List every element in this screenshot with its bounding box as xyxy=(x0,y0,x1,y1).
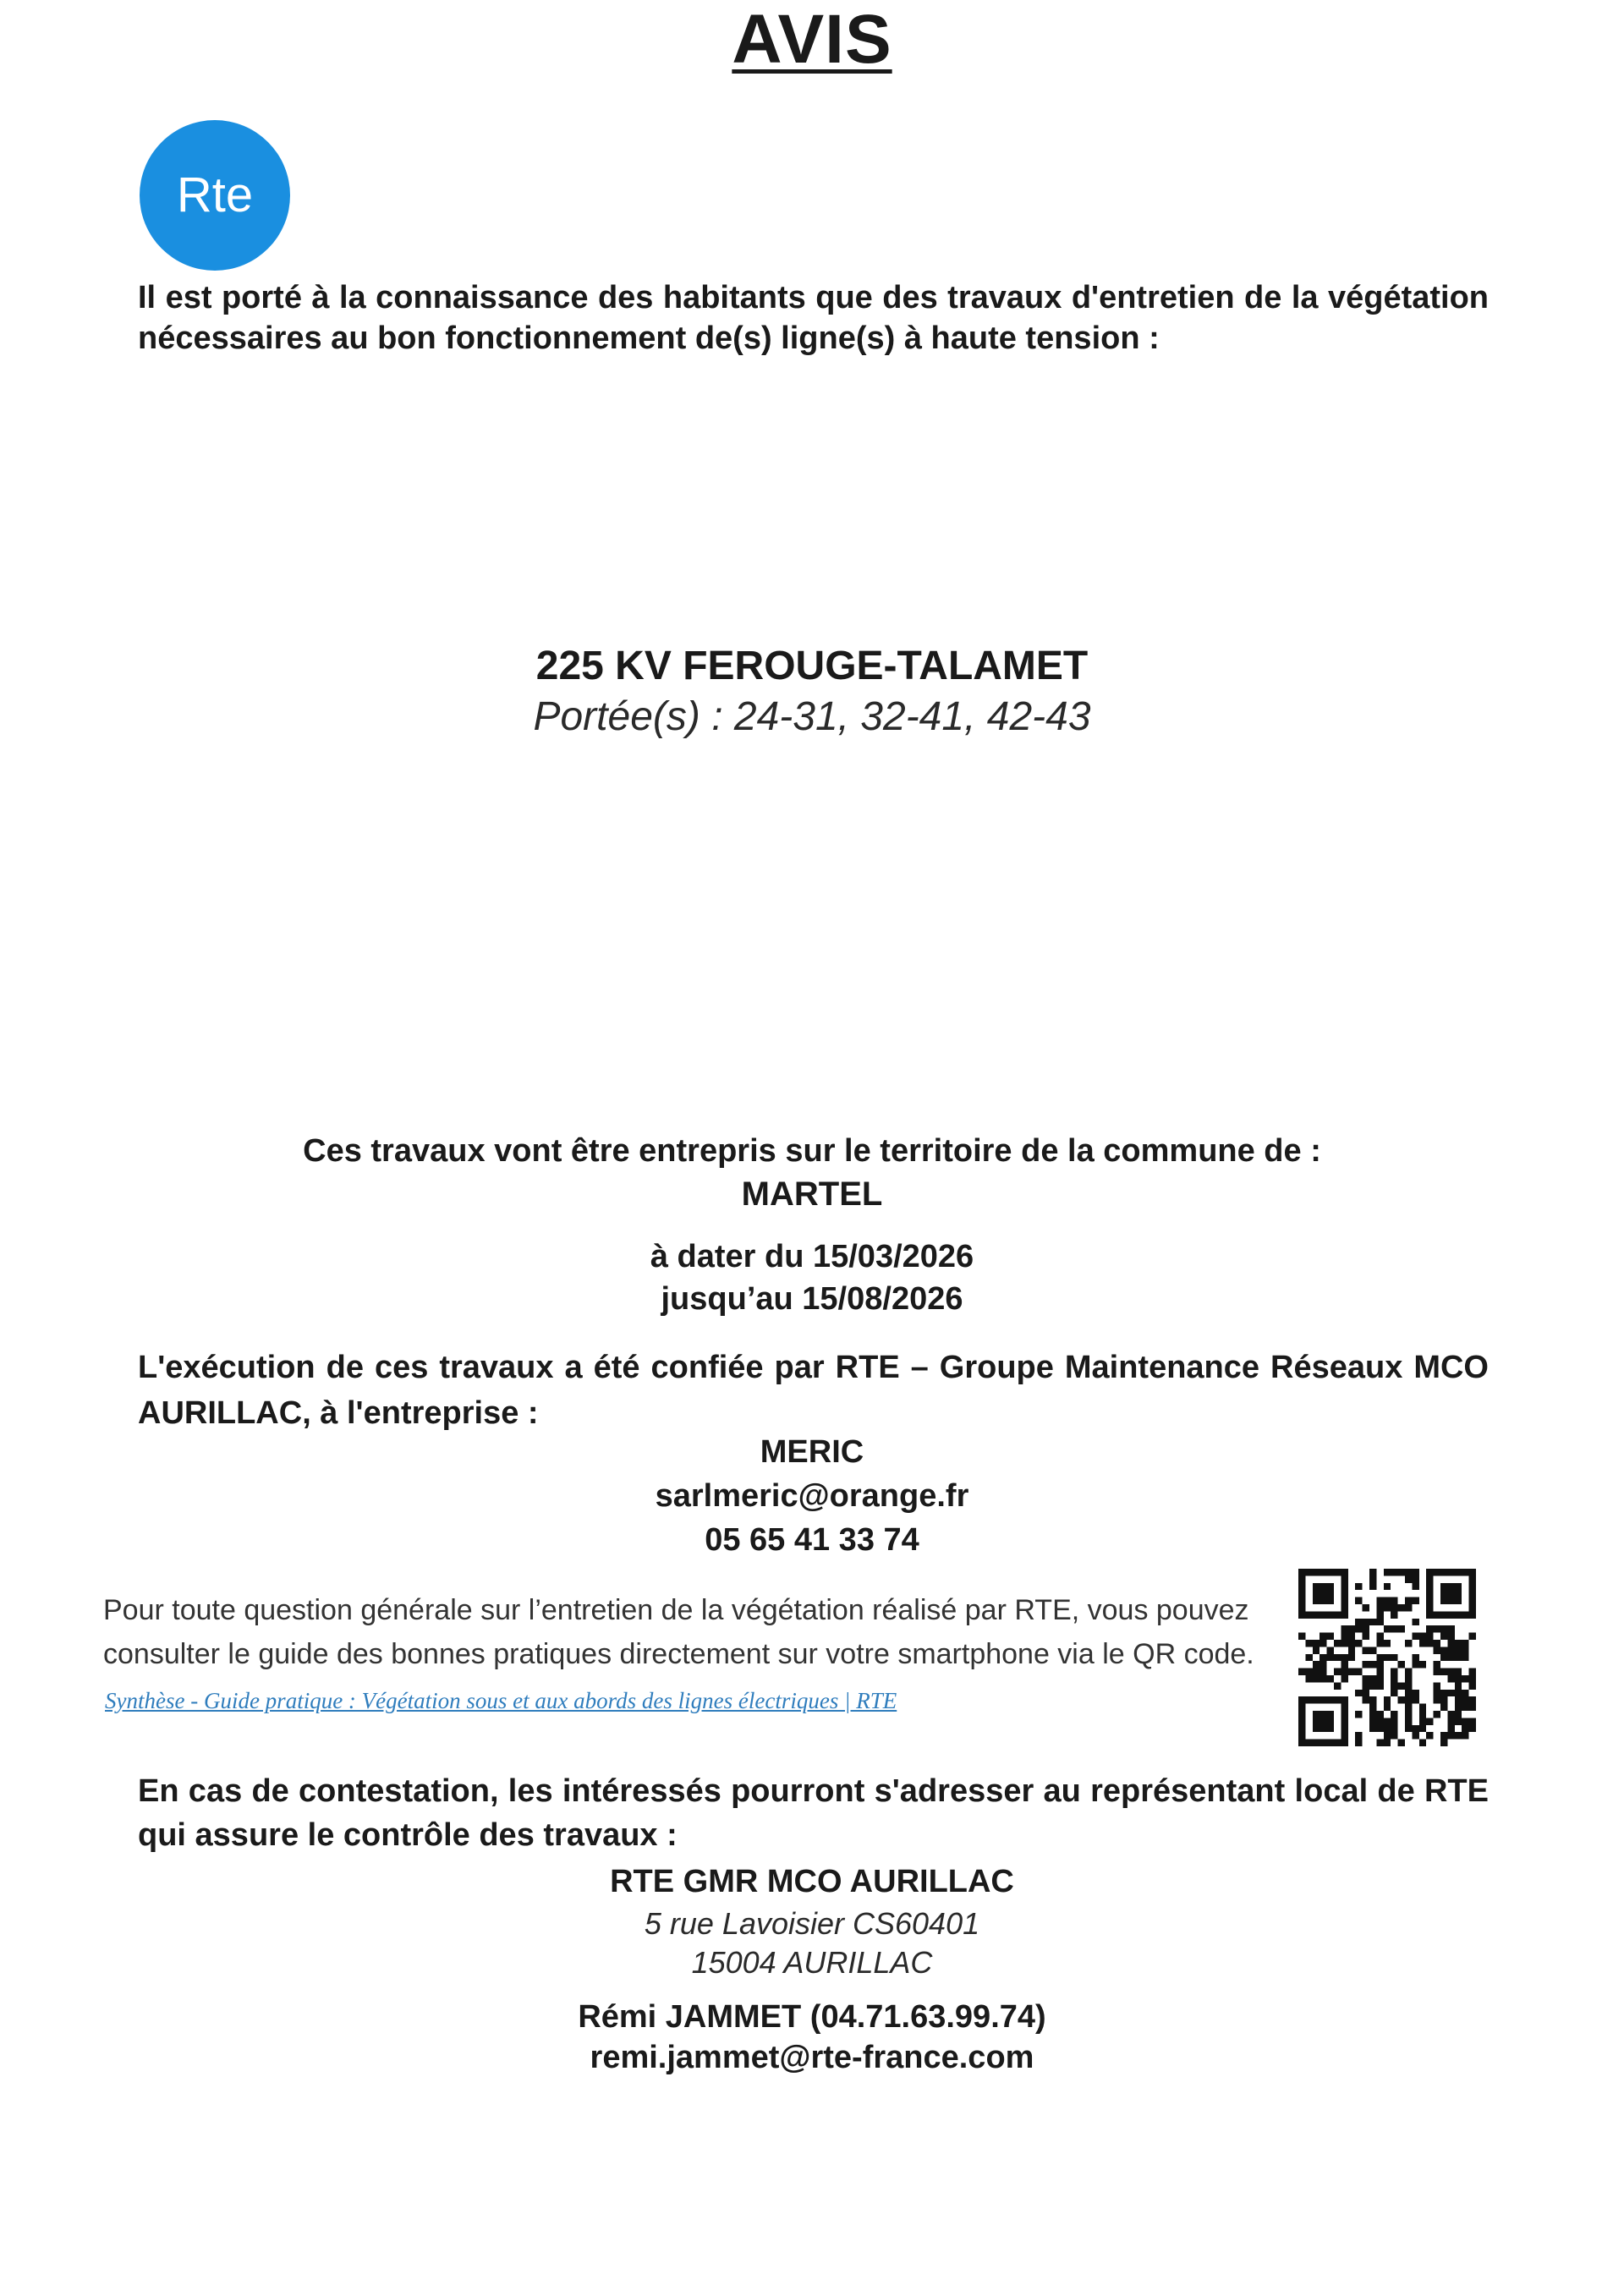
rte-office-address-line2: 15004 AURILLAC xyxy=(691,1945,933,1980)
qr-code[interactable] xyxy=(1298,1569,1476,1746)
guide-link[interactable]: Synthèse - Guide pratique : Végétation sous et aux abords des lignes électriques | RTE xyxy=(105,1688,897,1713)
representative-contact: Rémi JAMMET (04.71.63.99.74) xyxy=(578,1999,1046,2035)
commune-name: MARTEL xyxy=(741,1175,883,1213)
line-spans: Portée(s) : 24-31, 32-41, 42-43 xyxy=(533,694,1091,739)
company-phone: 05 65 41 33 74 xyxy=(705,1522,919,1558)
page-title: AVIS xyxy=(732,1,892,78)
rte-logo xyxy=(140,120,290,271)
qr-guide-text: Pour toute question générale sur l’entretien de la végétation réalisé par RTE, vous pouvez consulter le guide des bonnes pratiques directement sur votre smartphone via le QR code. xyxy=(103,1594,1254,1670)
start-date: à dater du 15/03/2026 xyxy=(650,1239,974,1274)
contestation-text: En cas de contestation, les intéressés pourront s'adresser au représentant local de RTE qui assure le contrôle des travaux : xyxy=(138,1773,1489,1853)
intro-text: Il est porté à la connaissance des habitants que des travaux d'entretien de la végétation nécessaires au bon fonctionnement de(s) ligne(s) à haute tension : xyxy=(138,280,1489,356)
company-email[interactable]: sarlmeric@orange.fr xyxy=(655,1478,969,1514)
line-name: 225 KV FEROUGE-TALAMET xyxy=(535,644,1089,688)
rte-office-name: RTE GMR MCO AURILLAC xyxy=(610,1864,1014,1899)
rte-office-address-line1: 5 rue Lavoisier CS60401 xyxy=(644,1906,980,1941)
territory-label: Ces travaux vont être entrepris sur le territoire de la commune de : xyxy=(303,1133,1321,1169)
company-name: MERIC xyxy=(760,1434,864,1470)
representative-email[interactable]: remi.jammet@rte-france.com xyxy=(590,2040,1034,2075)
execution-text: L'exécution de ces travaux a été confiée par RTE – Groupe Maintenance Réseaux MCO AURILLAC, à l'entreprise : xyxy=(138,1350,1489,1431)
end-date: jusqu’au 15/08/2026 xyxy=(661,1281,963,1317)
rte-logo-text: Rte xyxy=(176,167,254,222)
